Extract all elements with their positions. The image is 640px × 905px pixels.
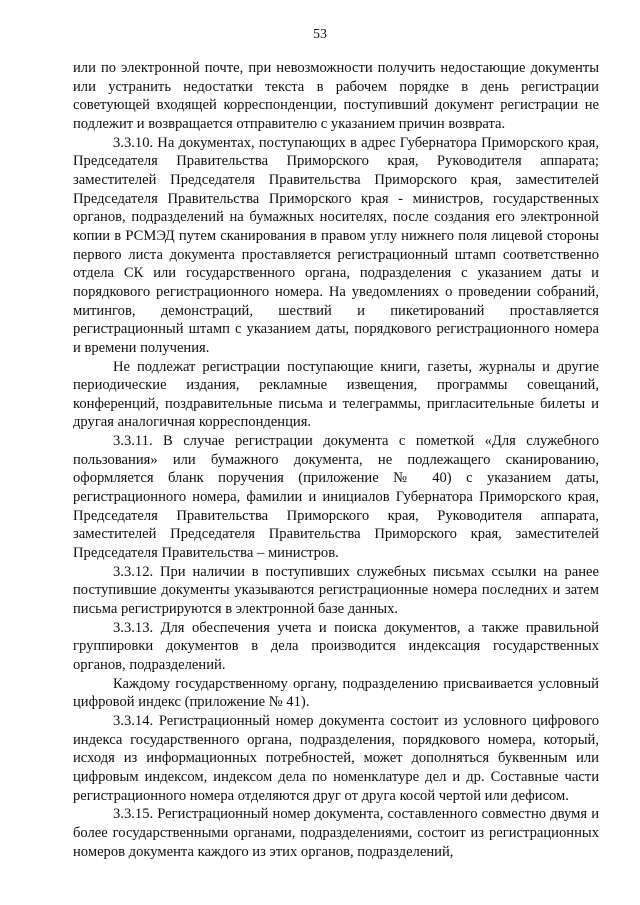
page-number: 53	[313, 27, 327, 42]
paragraph-3-3-11: 3.3.11. В случае регистрации документа с пометкой «Для служебного пользования» или бумажного документа, не подлежащего сканированию, оформляется бланк поручения (приложение № 40) с указанием даты, регистрационного номера, фамилии и инициалов Губернатора Приморского края, Председателя Правительства Приморского края, Руководителя аппарата, заместителей Председателя Правительства Приморского края, заместителей Председателя Правительства – министров.	[73, 433, 599, 562]
paragraph-3-3-14: 3.3.14. Регистрационный номер документа состоит из условного цифрового индекса государственного органа, подразделения, порядкового номера, который, исходя из информационных потребностей, может дополняться буквенным или цифровым индексом, индексом дела по номенклатуре дел и др. Составные части регистрационного номера отделяются друг от друга косой чертой или дефисом.	[73, 712, 599, 804]
paragraph-continuation: или по электронной почте, при невозможности получить недостающие документы или устранить недостатки текста в рабочем порядке в день регистрации советующей входящей корреспонденции, поступивший документ регистрации не подлежит и возвращается отправителю с указанием причин возврата.	[73, 60, 599, 132]
paragraph-not-registered: Не подлежат регистрации поступающие книги, газеты, журналы и другие периодические издания, рекламные извещения, программы совещаний, конференций, поздравительные письма и телеграммы, пригласительные билеты и другая аналогичная корреспонденция.	[73, 358, 599, 431]
document-body	[73, 59, 599, 861]
paragraph-3-3-10: 3.3.10. На документах, поступающих в адрес Губернатора Приморского края, Председателя Правительства Приморского края, Руководителя аппарата; заместителей Председателя Правительства Приморского края, заместителей Председателя Правительства Приморского края - министров, государственных органов, подразделений на бумажных носителях, после создания его электронной копии в РСМЭД путем сканирования в правом углу нижнего поля лицевой стороны первого листа документа проставляется регистрационный штамп соответственно отдела СК или государственного органа, подразделения с указанием даты и порядкового регистрационного номера. На уведомлениях о проведении собраний, митингов, демонстраций, шествий и пикетирований проставляется регистрационный штамп с указанием даты, порядкового регистрационного номера и времени получения.	[73, 134, 599, 356]
paragraph-3-3-12: 3.3.12. При наличии в поступивших служебных письмах ссылки на ранее поступившие документы указываются регистрационные номера последних и затем письма регистрируются в электронной базе данных.	[73, 563, 599, 618]
paragraph-3-3-15: 3.3.15. Регистрационный номер документа, составленного совместно двумя и более государственными органами, подразделениями, состоит из регистрационных номеров документа каждого из этих органов, подразделений,	[73, 806, 599, 860]
paragraph-index-assignment: Каждому государственному органу, подразделению присваивается условный цифровой индекс (приложение № 41).	[73, 675, 599, 711]
paragraph-3-3-13: 3.3.13. Для обеспечения учета и поиска документов, а также правильной группировки документов в дела производится индексация государственных органов, подразделений.	[73, 619, 599, 673]
